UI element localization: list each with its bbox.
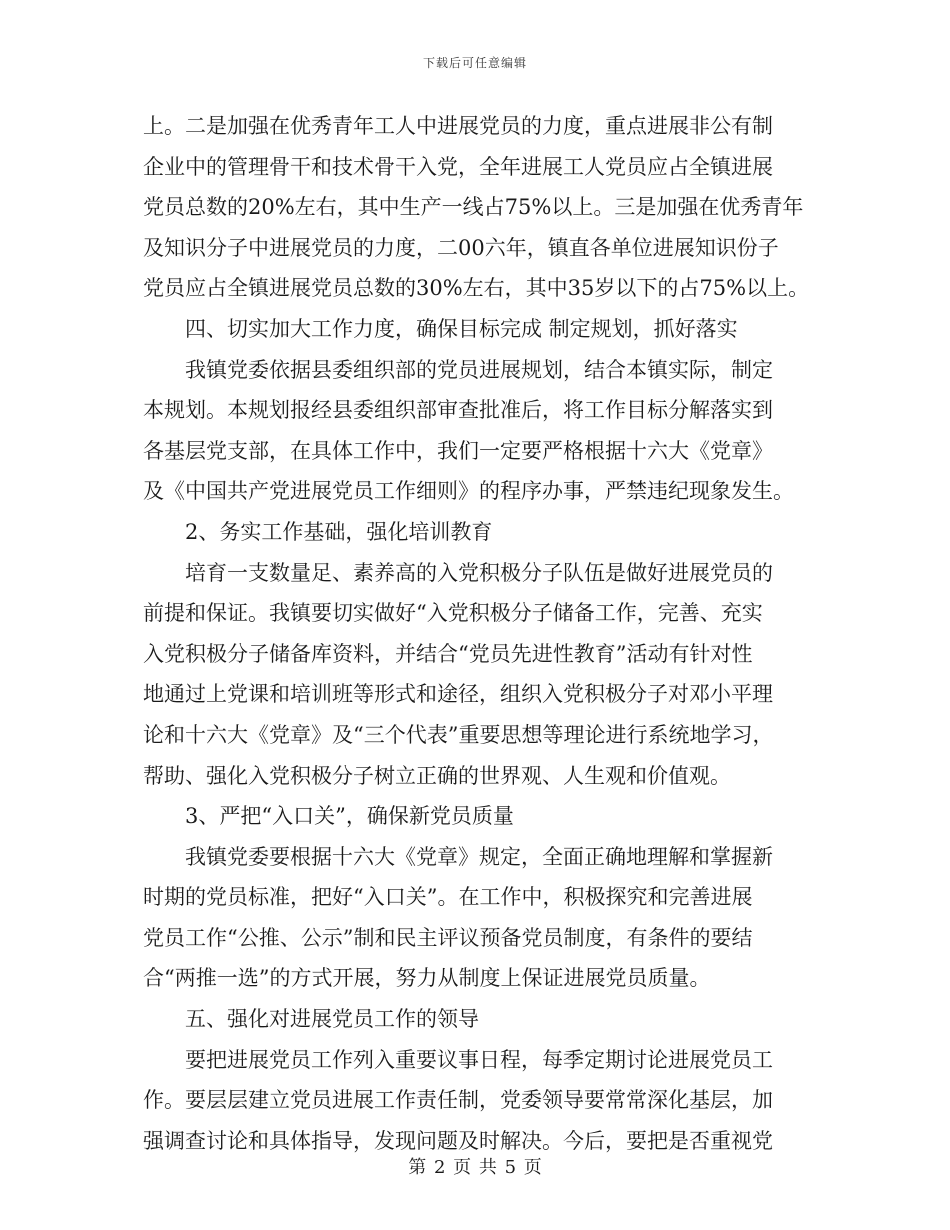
paragraph-start: 我镇党委要根据十六大《党章》规定，全面正确地理解和掌握新: [185, 844, 773, 869]
text-line: 企业中的管理骨干和技术骨干入党，全年进展工人党员应占全镇进展: [143, 154, 773, 179]
section-heading: 五、强化对进展党员工作的领导: [185, 1007, 479, 1032]
text-line: 党员总数的20%左右，其中生产一线占75%以上。三是加强在优秀青年: [143, 195, 804, 220]
text-line: 合“两推一选”的方式开展，努力从制度上保证进展党员质量。: [143, 966, 711, 991]
text-line: 帮助、强化入党积极分子树立正确的世界观、人生观和价值观。: [143, 763, 731, 788]
section-heading: 四、切实加大工作力度，确保目标完成 制定规划，抓好落实: [185, 316, 738, 341]
page-header: 下载后可任意编辑: [422, 56, 527, 70]
text-line: 地通过上党课和培训班等形式和途径，组织入党积极分子对邓小平理: [143, 682, 773, 707]
text-line: 上。二是加强在优秀青年工人中进展党员的力度，重点进展非公有制: [143, 114, 773, 138]
text-line: 入党积极分子储备库资料，并结合“党员先进性教育”活动有针对性: [143, 641, 753, 666]
text-line: 作。要层层建立党员进展工作责任制，党委领导要常常深化基层，加: [143, 1088, 773, 1113]
paragraph-start: 我镇党委依据县委组织部的党员进展规划，结合本镇实际，制定: [185, 357, 773, 382]
text-line: 及知识分子中进展党员的力度，二00六年，镇直各单位进展知识份子: [143, 235, 779, 260]
text-line: 各基层党支部，在具体工作中，我们一定要严格根据十六大《党章》: [143, 438, 773, 463]
text-line: 党员工作“公推、公示”制和民主评议预备党员制度，有条件的要结: [143, 925, 753, 950]
section-heading: 2、务实工作基础，强化培训教育: [185, 519, 493, 544]
section-heading: 3、严把“入口关”，确保新党员质量: [185, 804, 514, 829]
text-line: 本规划。本规划报经县委组织部审查批准后，将工作目标分解落实到: [143, 398, 773, 423]
text-line: 论和十六大《党章》及“三个代表”重要思想等理论进行系统地学习，: [143, 722, 774, 747]
paragraph-start: 要把进展党员工作列入重要议事日程，每季定期讨论进展党员工: [185, 1047, 773, 1072]
text-line: 前提和保证。我镇要切实做好“入党积极分子储备工作，完善、充实: [143, 601, 763, 626]
text-line: 党员应占全镇进展党员总数的30%左右，其中35岁以下的占75%以上。: [143, 276, 810, 301]
paragraph-start: 培育一支数量足、素养高的入党积极分子队伍是做好进展党员的: [185, 560, 773, 585]
text-line: 强调查讨论和具体指导，发现问题及时解决。今后，要把是否重视党: [143, 1128, 773, 1153]
document-body: [143, 106, 810, 1161]
text-line: 时期的党员标准，把好“入口关”。在工作中，积极探究和完善进展: [143, 885, 753, 910]
text-line: 及《中国共产党进展党员工作细则》的程序办事，严禁违纪现象发生。: [143, 479, 794, 504]
page-number: 第 2 页 共 5 页: [408, 1157, 542, 1178]
